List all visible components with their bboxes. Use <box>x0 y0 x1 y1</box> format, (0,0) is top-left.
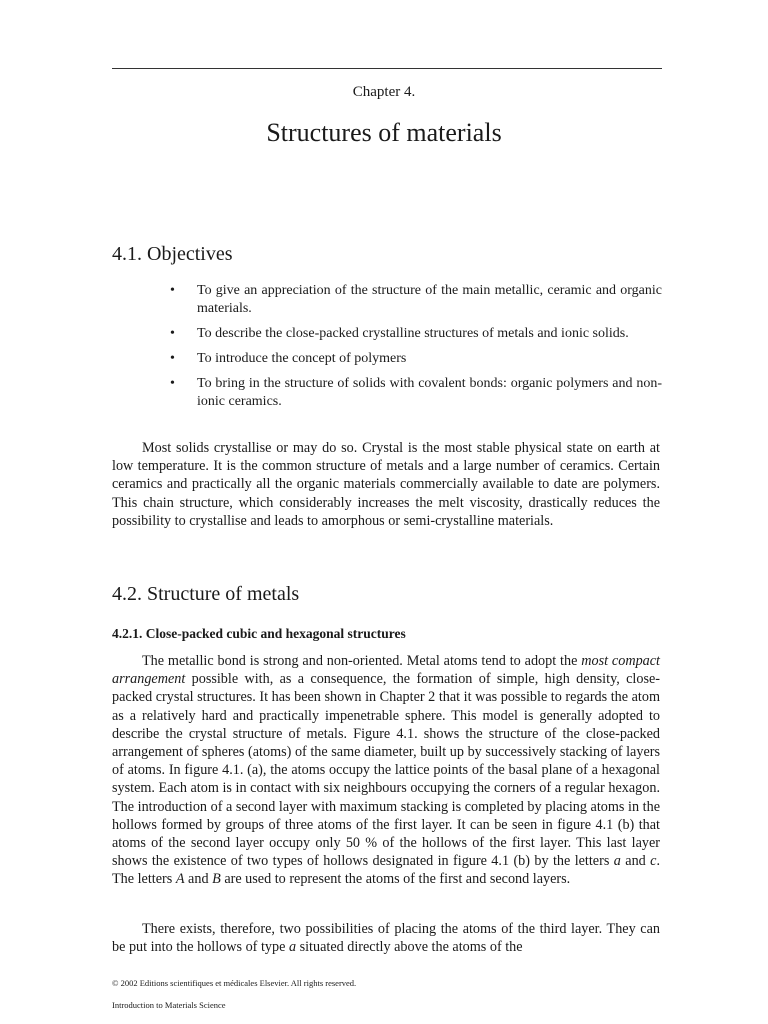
list-item: • To give an appreciation of the structure of the main metallic, ceramic and organic materials. <box>170 283 662 316</box>
list-item: • To bring in the structure of solids with covalent bonds: organic polymers and non-ionic ceramics. <box>170 376 662 409</box>
bullet-icon: • <box>170 351 175 366</box>
bullet-icon: • <box>170 283 175 298</box>
bullet-icon: • <box>170 326 175 341</box>
metals-paragraph-1: The metallic bond is strong and non-oriented. Metal atoms tend to adopt the most compact arrangement possible with, as a consequence, the formation of simple, high density, close-packed crystal structures. It has been shown in Chapter 2 that it was possible to regards the atom as a relatively hard and practically impenetrable sphere. This model is generally adopted to describe the crystal structure of metals. Figure 4.1. shows the structure of the close-packed arrangement of spheres (atoms) of the same diameter, built up by successively stacking of layers of atoms. In figure 4.1. (a), the atoms occupy the lattice points of the basal plane of a hexagonal system. Each atom is in contact with six neighbours occupying the corners of a regular hexagon. The introduction of a second layer with maximum stacking is completed by placing atoms in the hollows formed by groups of three atoms of the first layer. It can be seen in figure 4.1 (b) that atoms of the second layer occupy only 50 % of the hollows of the first layer. This last layer shows the existence of two types of hollows designated in figure 4.1 (b) by the letters a and c. The letters A and B are used to represent the atoms of the first and second layers. <box>112 653 661 888</box>
objectives-list <box>112 282 662 418</box>
section-heading-metals: 4.2. Structure of metals <box>112 583 300 605</box>
copyright-notice: © 2002 Editions scientifiques et médicales Elsevier. All rights reserved. <box>112 978 357 988</box>
list-item: • To introduce the concept of polymers <box>170 351 407 366</box>
objectives-paragraph: Most solids crystallise or may do so. Crystal is the most stable physical state on earth at low temperature. It is the common structure of metals and a large number of ceramics. Certain ceramics and practically all the organic materials commercially available to date are polymers. This chain structure, which considerably increases the melt viscosity, drastically reduces the possibility to crystallise and leads to amorphous or semi-crystalline materials. <box>112 440 660 529</box>
page-title: Structures of materials <box>266 118 502 147</box>
section-heading-objectives: 4.1. Objectives <box>112 243 233 265</box>
bullet-icon: • <box>170 376 175 391</box>
metals-paragraph-2: There exists, therefore, two possibilities of placing the atoms of the third layer. They can be put into the hollows of type a situated directly above the atoms of the <box>112 921 660 956</box>
book-title-footer: Introduction to Materials Science <box>112 1000 226 1010</box>
top-rule <box>112 68 662 69</box>
list-item: • To describe the close-packed crystalline structures of metals and ionic solids. <box>170 326 629 341</box>
subsection-heading: 4.2.1. Close-packed cubic and hexagonal structures <box>112 626 406 641</box>
chapter-label: Chapter 4. <box>352 84 416 100</box>
